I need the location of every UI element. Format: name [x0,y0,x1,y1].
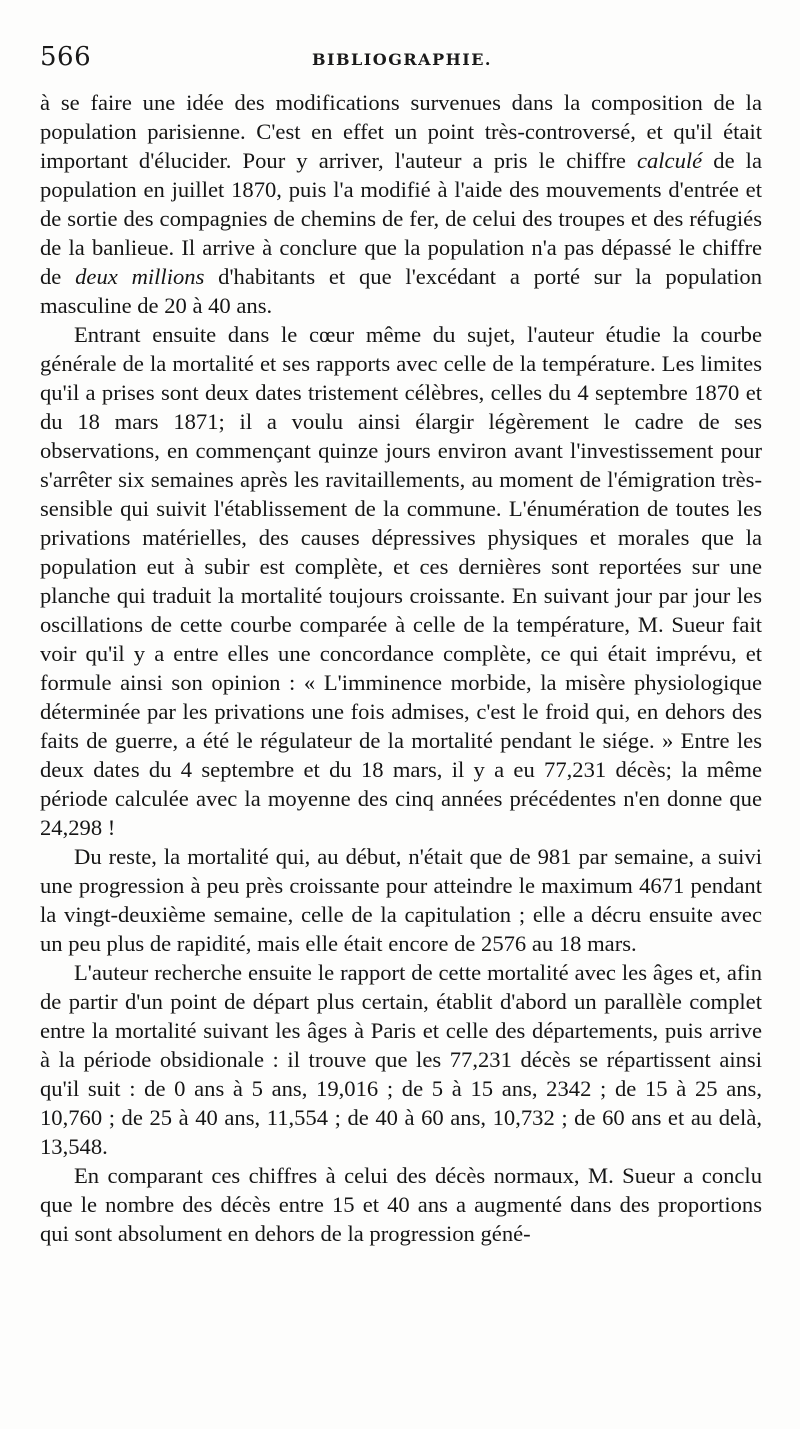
running-head: BIBLIOGRAPHIE. [312,50,492,69]
paragraph-1-italic-deux-millions: deux millions [75,264,205,289]
paragraph-1-part-1: à se faire une idée des modifications survenues dans la composition de la population parisienne. C'est en effet un point très-controversé, et qu'il était important d'élucider. Pour y arriver, l'auteur a pris le chiffre [40,90,762,173]
paragraph-1-part-3: de la population en juillet 1870, puis l'a modifié à l'aide des mouvements d'entrée et de sortie des compagnies de chemins de fer, de celui des troupes et des réfugiés de la banlieue. Il arrive à conclure que la population n'a pas dépassé le chiffre de [40,148,762,289]
paragraph-2: Entrant ensuite dans le cœur même du sujet, l'auteur étudie la courbe générale de la mortalité et ses rapports avec celle de la température. Les limites qu'il a prises sont deux dates tristement célèbres, celles du 4 septembre 1870 et du 18 mars 1871; il a voulu ainsi élargir légèrement le cadre de ses observations, en commençant quinze jours environ avant l'investissement pour s'arrêter six semaines après les ravitaillements, au moment de l'émigration très-sensible qui suivit l'établissement de la commune. L'énumération de toutes les privations matérielles, des causes dépressives physiques et morales que la population eut à subir est complète, et ces dernières sont reportées sur une planche qui traduit la mortalité toujours croissante. En suivant jour par jour les oscillations de cette courbe comparée à celle de la température, M. Sueur fait voir qu'il y a entre elles une concordance complète, ce qui était imprévu, et formule ainsi son opinion : « L'imminence morbide, la misère physiologique déterminée par les privations une fois admises, c'est le froid qui, en dehors des faits de guerre, a été le régulateur de la mortalité pendant le siége. » Entre les deux dates du 4 septembre et du 18 mars, il y a eu 77,231 décès; la même période calculée avec la moyenne des cinq années précédentes n'en donne que 24,298 ! [40,322,762,840]
paragraph-3: Du reste, la mortalité qui, au début, n'était que de 981 par semaine, a suivi une progression à peu près croissante pour atteindre le maximum 4671 pendant la vingt-deuxième semaine, celle de la capitulation ; elle a décru ensuite avec un peu plus de rapidité, mais elle était encore de 2576 au 18 mars. [40,844,762,956]
paragraph-5: En comparant ces chiffres à celui des décès normaux, M. Sueur a conclu que le nombre des décès entre 15 et 40 ans a augmenté dans des proportions qui sont absolument en dehors de la progression géné- [40,1163,762,1246]
paragraph-1-part-5: d'habitants et que l'excédant a porté sur la population masculine de 20 à 40 ans. [40,264,762,318]
paragraph-4: L'auteur recherche ensuite le rapport de cette mortalité avec les âges et, afin de partir d'un point de départ plus certain, établit d'abord un parallèle complet entre la mortalité suivant les âges à Paris et celle des départements, puis arrive à la période obsidionale : il trouve que les 77,231 décès se répartissent ainsi qu'il suit : de 0 ans à 5 ans, 19,016 ; de 5 à 15 ans, 2342 ; de 15 à 25 ans, 10,760 ; de 25 à 40 ans, 11,554 ; de 40 à 60 ans, 10,732 ; de 60 ans et au delà, 13,548. [40,960,762,1159]
page-header [40,42,762,78]
paragraph-1 [40,88,762,320]
paragraph-1-italic-calcule: calculé [636,148,703,173]
page-number: 566 [40,42,92,72]
body-text [40,88,762,1248]
